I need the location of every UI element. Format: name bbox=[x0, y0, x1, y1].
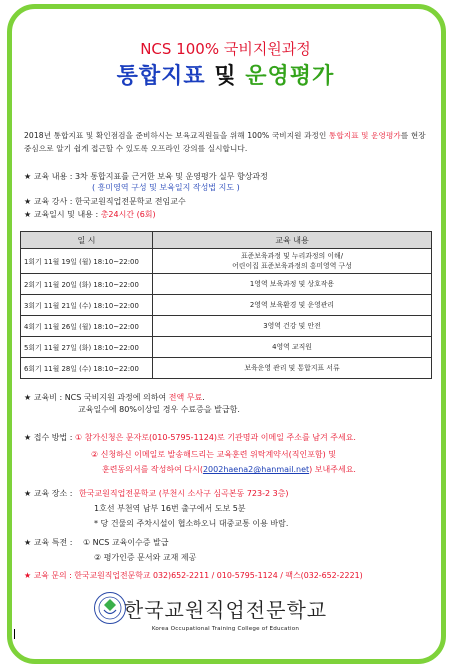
content-text: 3차 통합지표를 근거한 보육 및 운영평가 실무 향상과정 bbox=[74, 172, 268, 181]
apply-line-3a: 훈련동의서를 작성하여 다시( bbox=[102, 465, 203, 474]
intro-paragraph bbox=[24, 130, 426, 155]
session-date: 6회기 11월 28일 (수) 18:10~22:00 bbox=[21, 358, 153, 379]
session-date: 2회기 11월 20일 (화) 18:10~22:00 bbox=[21, 274, 153, 295]
intro-text-a: 2018년 통합지표 및 확인점검을 준비하시는 보육교직원들을 위해 100% 국비지원 과정인 bbox=[24, 131, 329, 140]
contact-row: ★ 교육 문의 : 한국교원직업전문학교 032)652-2211 / 010-5795-1124 / 팩스(032-652-2221) bbox=[24, 571, 363, 580]
title-part-1: 통합지표 bbox=[116, 64, 206, 89]
session-date: 3회기 11월 21일 (수) 18:10~22:00 bbox=[21, 295, 153, 316]
instructor-text: 한국교원직업전문학교 전임교수 bbox=[74, 197, 186, 206]
fee-label: ★ 교육비 : bbox=[24, 393, 63, 402]
title-line-1: NCS 100% 국비지원과정 bbox=[140, 40, 311, 58]
datetime-text: 총24시간 (6회) bbox=[100, 210, 156, 219]
benefit-row bbox=[24, 537, 169, 548]
session-topic: 3영역 건강 및 안전 bbox=[153, 316, 432, 337]
session-topic: 1영역 보육과정 및 상호작용 bbox=[153, 274, 432, 295]
place-line-1: 한국교원직업전문학교 (부천시 소사구 심곡본동 723-2 3층) bbox=[78, 489, 289, 498]
content-sub: ( 흥미영역 구성 및 보육일지 작성법 지도 ) bbox=[92, 183, 240, 192]
fee-text: NCS 국비지원 과정에 의하여 bbox=[64, 393, 169, 402]
header-date: 일 시 bbox=[21, 232, 153, 249]
session-topic bbox=[153, 249, 432, 274]
table-row bbox=[21, 295, 432, 316]
school-name-en: Korea Occupational Training College of Education bbox=[151, 626, 300, 632]
divider-mark bbox=[14, 629, 15, 639]
session-topic-line2: 어린이집 표준보육과정의 흥미영역 구성 bbox=[232, 262, 352, 270]
table-row bbox=[21, 358, 432, 379]
schedule-table bbox=[20, 231, 432, 379]
table-row bbox=[21, 249, 432, 274]
place-line-3: * 당 건물의 주차시설이 협소하오니 대중교통 이용 바람. bbox=[94, 519, 289, 528]
apply-line-1: ① 참가신청은 문자로(010-5795-1124)로 기관명과 이메일 주소를 남겨 주세요. bbox=[74, 433, 356, 442]
apply-label: ★ 접수 방법 : bbox=[24, 433, 73, 442]
session-topic: 2영역 보육환경 및 운영관리 bbox=[153, 295, 432, 316]
session-date: 5회기 11월 27일 (화) 18:10~22:00 bbox=[21, 337, 153, 358]
session-topic: 4영역 교직원 bbox=[153, 337, 432, 358]
intro-highlight: 통합지표 및 운영평가 bbox=[328, 131, 401, 140]
header-content: 교육 내용 bbox=[153, 232, 432, 249]
benefit-line-2: ② 평가인증 문서와 교재 제공 bbox=[94, 553, 197, 562]
apply-line-2: ② 신청하신 이메일로 발송해드리는 교육훈련 위탁계약서(직인포함) 및 bbox=[91, 450, 337, 459]
content-row bbox=[24, 171, 268, 182]
session-topic-line1: 표준보육과정 및 누리과정의 이해/ bbox=[240, 252, 344, 260]
benefit-line-1: ① NCS 교육이수증 발급 bbox=[82, 538, 169, 547]
fee-free: 전액 무료 bbox=[168, 393, 203, 402]
intro-text-c: 를 현장중심으로 알기 쉽게 접근할 수 있도록 오프라인 강의를 실시합니다. bbox=[24, 131, 426, 153]
apply-line-3b: ) 보내주세요. bbox=[309, 465, 356, 474]
table-row bbox=[21, 274, 432, 295]
datetime-row bbox=[24, 209, 156, 220]
place-row bbox=[24, 488, 289, 499]
apply-email[interactable]: 2002haena2@hanmail.net bbox=[202, 465, 310, 474]
table-row bbox=[21, 337, 432, 358]
table-row bbox=[21, 316, 432, 337]
fee-text-2: 교육일수에 80%이상일 경우 수료증을 발급함. bbox=[78, 405, 240, 414]
fee-row bbox=[24, 392, 205, 403]
title-part-3: 운영평가 bbox=[245, 64, 335, 89]
apply-line-3 bbox=[102, 464, 356, 475]
session-date: 1회기 11월 19일 (월) 18:10~22:00 bbox=[21, 249, 153, 274]
content-label: ★ 교육 내용 : bbox=[24, 172, 73, 181]
title-part-2: 및 bbox=[214, 64, 237, 89]
session-date: 4회기 11월 26일 (월) 18:10~22:00 bbox=[21, 316, 153, 337]
benefit-label: ★ 교육 특전 : bbox=[24, 538, 73, 547]
fee-period: . bbox=[202, 393, 205, 402]
instructor-row bbox=[24, 196, 186, 207]
place-line-2: 1호선 부천역 남부 16번 출구에서 도보 5분 bbox=[94, 504, 246, 513]
instructor-label: ★ 교육 강사 : bbox=[24, 197, 73, 206]
datetime-label: ★ 교육일시 및 내용 : bbox=[24, 210, 99, 219]
main-title bbox=[0, 59, 451, 90]
schedule-header-row bbox=[21, 232, 432, 249]
session-topic: 보육운영 관리 및 통합지표 서류 bbox=[153, 358, 432, 379]
place-label: ★ 교육 장소 : bbox=[24, 489, 73, 498]
school-name: 한국교원직업전문학교 bbox=[123, 598, 328, 622]
apply-row bbox=[24, 432, 356, 443]
